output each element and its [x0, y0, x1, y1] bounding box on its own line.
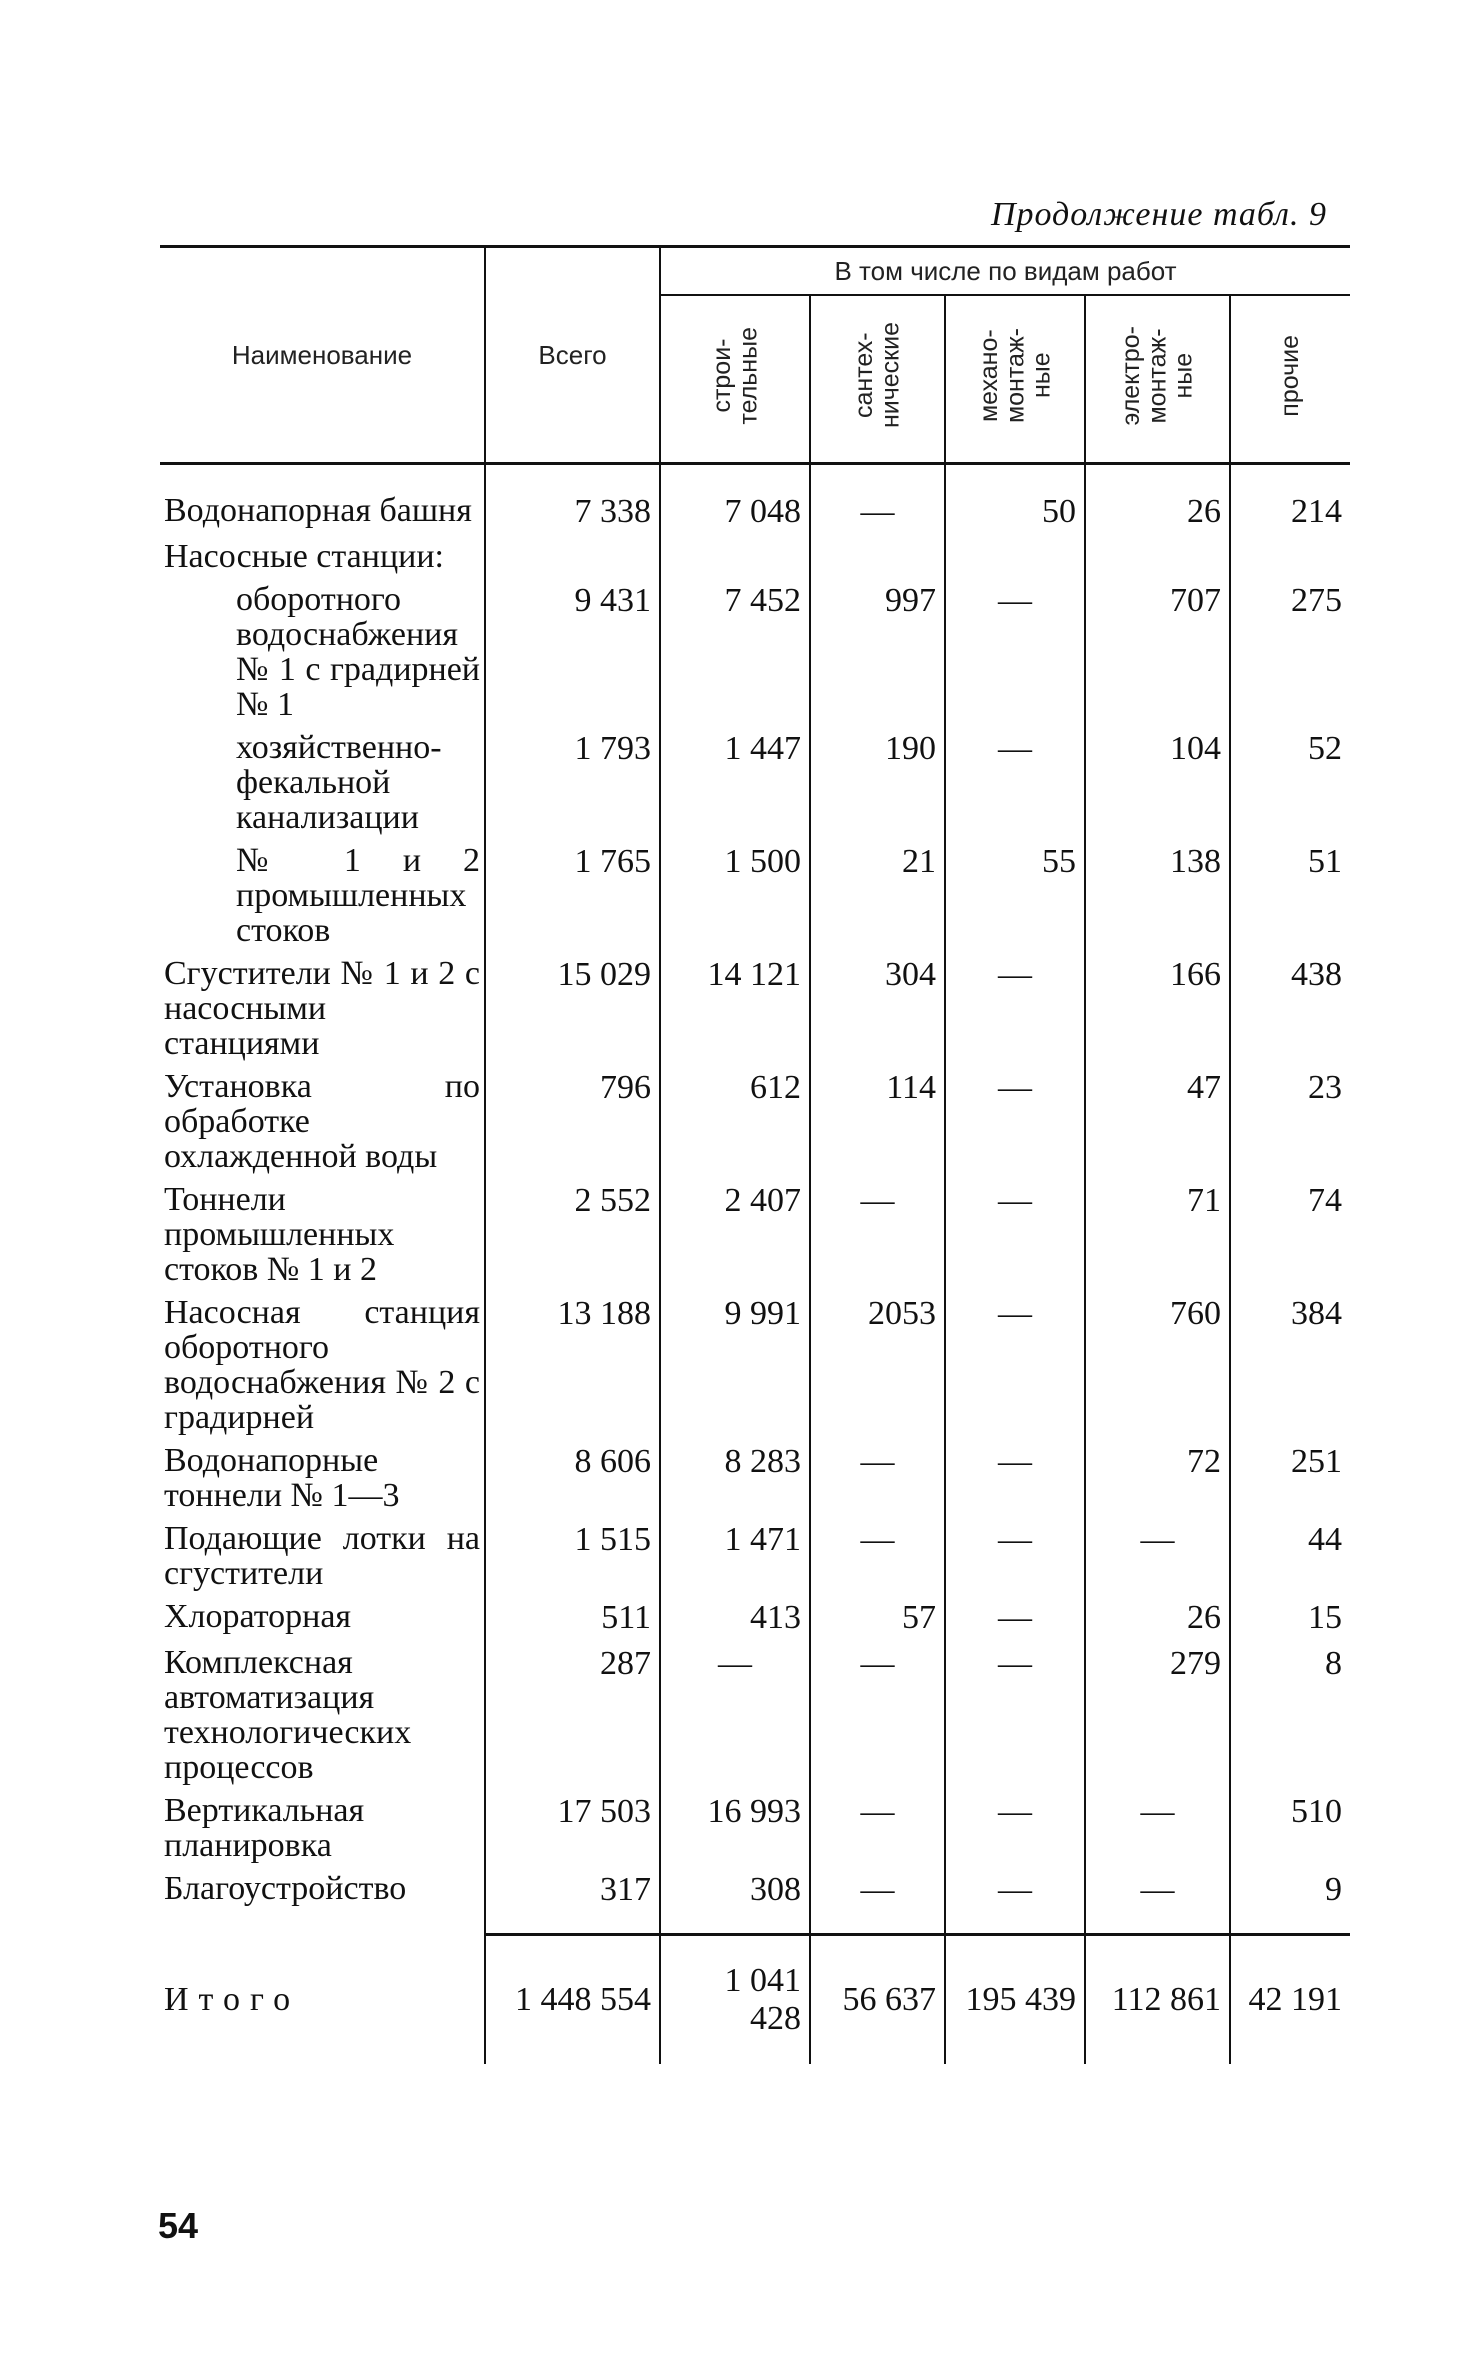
- cell-other: 8: [1230, 1641, 1350, 1789]
- header-other: прочие: [1230, 295, 1350, 464]
- row-name: Хлораторная: [164, 1598, 352, 1635]
- cell-plumbing: 190: [810, 726, 945, 839]
- totals-row: [160, 1935, 1350, 2065]
- totals-plumbing: 56 637: [810, 1935, 945, 2065]
- table-row: [160, 578, 1350, 726]
- cell-other: 275: [1230, 578, 1350, 726]
- totals-other: 42 191: [1230, 1935, 1350, 2065]
- cell-electrical: 760: [1085, 1291, 1230, 1439]
- cell-total: 1 515: [485, 1517, 660, 1595]
- cell-plumbing: —: [810, 1641, 945, 1789]
- cell-construction: 8 283: [660, 1439, 810, 1517]
- header-group: В том числе по видам работ: [660, 247, 1350, 296]
- cell-total: 287: [485, 1641, 660, 1789]
- row-name: Благоустройство: [164, 1870, 407, 1907]
- header-name: Наименование: [160, 247, 485, 464]
- cell-plumbing: —: [810, 1517, 945, 1595]
- cell-plumbing: —: [810, 1867, 945, 1935]
- page-number: 54: [158, 2205, 199, 2246]
- cell-construction: 1 471: [660, 1517, 810, 1595]
- cell-mechanical: —: [945, 1065, 1085, 1178]
- cell-plumbing: 114: [810, 1065, 945, 1178]
- cell-electrical: —: [1085, 1789, 1230, 1867]
- cell-electrical: 707: [1085, 578, 1230, 726]
- cell-construction: 7 452: [660, 578, 810, 726]
- works-table: [160, 245, 1350, 2064]
- cell-other: 74: [1230, 1178, 1350, 1291]
- cell-mechanical: 55: [945, 839, 1085, 952]
- cell-other: 15: [1230, 1595, 1350, 1641]
- cell-mechanical: 50: [945, 464, 1085, 536]
- cell-construction: 612: [660, 1065, 810, 1178]
- cell-construction: 7 048: [660, 464, 810, 536]
- cell-construction: 2 407: [660, 1178, 810, 1291]
- table-row: [160, 1867, 1350, 1935]
- cell-plumbing: 304: [810, 952, 945, 1065]
- cell-mechanical: —: [945, 1641, 1085, 1789]
- table-row: [160, 1595, 1350, 1641]
- cell-mechanical: —: [945, 1517, 1085, 1595]
- table-row: [160, 726, 1350, 839]
- cell-total: 17 503: [485, 1789, 660, 1867]
- cell-electrical: 279: [1085, 1641, 1230, 1789]
- cell-total: 13 188: [485, 1291, 660, 1439]
- cell-other: 9: [1230, 1867, 1350, 1935]
- table-row: [160, 1065, 1350, 1178]
- row-name: Комплексная автоматизация технологических процессов: [164, 1644, 412, 1786]
- cell-plumbing: —: [810, 464, 945, 536]
- row-name: Насосные станции:: [164, 538, 444, 575]
- cell-construction: 16 993: [660, 1789, 810, 1867]
- cell-electrical: 26: [1085, 1595, 1230, 1641]
- table-row: [160, 1641, 1350, 1789]
- cell-total: 7 338: [485, 464, 660, 536]
- cell-electrical: 104: [1085, 726, 1230, 839]
- cell-mechanical: —: [945, 1789, 1085, 1867]
- table-caption: Продолжение табл. 9: [990, 196, 1327, 233]
- cell-mechanical: —: [945, 1867, 1085, 1935]
- cell-mechanical: —: [945, 1595, 1085, 1641]
- cell-electrical: 72: [1085, 1439, 1230, 1517]
- totals-label: Итого: [164, 1980, 301, 2018]
- cell-plumbing: —: [810, 1789, 945, 1867]
- table-row: [160, 1291, 1350, 1439]
- cell-plumbing: [810, 535, 945, 578]
- cell-total: 1 793: [485, 726, 660, 839]
- cell-total: 317: [485, 1867, 660, 1935]
- totals-electrical: 112 861: [1085, 1935, 1230, 2065]
- cell-mechanical: —: [945, 1291, 1085, 1439]
- cell-construction: 413: [660, 1595, 810, 1641]
- row-name: Водонапорные тоннели № 1—3: [164, 1442, 400, 1514]
- row-name: Вертикальная планировка: [164, 1792, 365, 1864]
- cell-mechanical: [945, 535, 1085, 578]
- cell-other: 51: [1230, 839, 1350, 952]
- cell-mechanical: —: [945, 1439, 1085, 1517]
- cell-other: [1230, 535, 1350, 578]
- cell-total: 2 552: [485, 1178, 660, 1291]
- cell-other: 384: [1230, 1291, 1350, 1439]
- cell-other: 510: [1230, 1789, 1350, 1867]
- table-row: [160, 1439, 1350, 1517]
- cell-electrical: 71: [1085, 1178, 1230, 1291]
- table-row: [160, 535, 1350, 578]
- totals-total: 1 448 554: [485, 1935, 660, 2065]
- row-name: хозяйственно-фекальной канализации: [236, 729, 442, 836]
- cell-other: 438: [1230, 952, 1350, 1065]
- cell-construction: 9 991: [660, 1291, 810, 1439]
- cell-electrical: 138: [1085, 839, 1230, 952]
- cell-electrical: —: [1085, 1517, 1230, 1595]
- cell-electrical: [1085, 535, 1230, 578]
- row-name: № 1 и 2 промышленных стоков: [236, 842, 480, 949]
- cell-other: 251: [1230, 1439, 1350, 1517]
- cell-construction: 1 500: [660, 839, 810, 952]
- cell-total: [485, 535, 660, 578]
- cell-electrical: 166: [1085, 952, 1230, 1065]
- row-name: Установка по обработке охлажденной воды: [164, 1068, 480, 1175]
- header-construction: строи- тельные: [660, 295, 810, 464]
- cell-electrical: —: [1085, 1867, 1230, 1935]
- cell-plumbing: 2053: [810, 1291, 945, 1439]
- table-row: [160, 1789, 1350, 1867]
- row-name: Водонапорная башня: [164, 492, 472, 529]
- row-name: Насосная станция оборотного водоснабжения № 2 с градирней: [164, 1294, 480, 1436]
- cell-electrical: 26: [1085, 464, 1230, 536]
- cell-total: 9 431: [485, 578, 660, 726]
- totals-mechanical: 195 439: [945, 1935, 1085, 2065]
- cell-plumbing: —: [810, 1439, 945, 1517]
- cell-construction: 14 121: [660, 952, 810, 1065]
- cell-other: 44: [1230, 1517, 1350, 1595]
- header-mechanical: механо- монтаж- ные: [945, 295, 1085, 464]
- cell-plumbing: 997: [810, 578, 945, 726]
- cell-electrical: 47: [1085, 1065, 1230, 1178]
- cell-construction: —: [660, 1641, 810, 1789]
- cell-mechanical: —: [945, 578, 1085, 726]
- cell-total: 15 029: [485, 952, 660, 1065]
- cell-other: 23: [1230, 1065, 1350, 1178]
- cell-plumbing: —: [810, 1178, 945, 1291]
- table-row: [160, 1178, 1350, 1291]
- cell-construction: 308: [660, 1867, 810, 1935]
- cell-construction: 1 447: [660, 726, 810, 839]
- cell-mechanical: —: [945, 952, 1085, 1065]
- row-name: Сгустители № 1 и 2 с насосными станциями: [164, 955, 480, 1062]
- header-electrical: электро- монтаж- ные: [1085, 295, 1230, 464]
- table-row: [160, 1517, 1350, 1595]
- cell-plumbing: 21: [810, 839, 945, 952]
- header-plumbing: сантех- нические: [810, 295, 945, 464]
- cell-mechanical: —: [945, 726, 1085, 839]
- row-name: Тоннели промышленных стоков № 1 и 2: [164, 1181, 395, 1288]
- cell-construction: [660, 535, 810, 578]
- header-total: Всего: [485, 247, 660, 464]
- table-row: [160, 464, 1350, 536]
- cell-total: 511: [485, 1595, 660, 1641]
- cell-other: 214: [1230, 464, 1350, 536]
- table-row: [160, 839, 1350, 952]
- cell-other: 52: [1230, 726, 1350, 839]
- totals-construction: 1 041 428: [660, 1935, 810, 2065]
- row-name: оборотного водоснабжения № 1 с градирней № 1: [236, 581, 480, 723]
- cell-mechanical: —: [945, 1178, 1085, 1291]
- cell-total: 8 606: [485, 1439, 660, 1517]
- cell-total: 1 765: [485, 839, 660, 952]
- table-row: [160, 952, 1350, 1065]
- cell-plumbing: 57: [810, 1595, 945, 1641]
- cell-total: 796: [485, 1065, 660, 1178]
- row-name: Подающие лотки на сгустители: [164, 1520, 480, 1592]
